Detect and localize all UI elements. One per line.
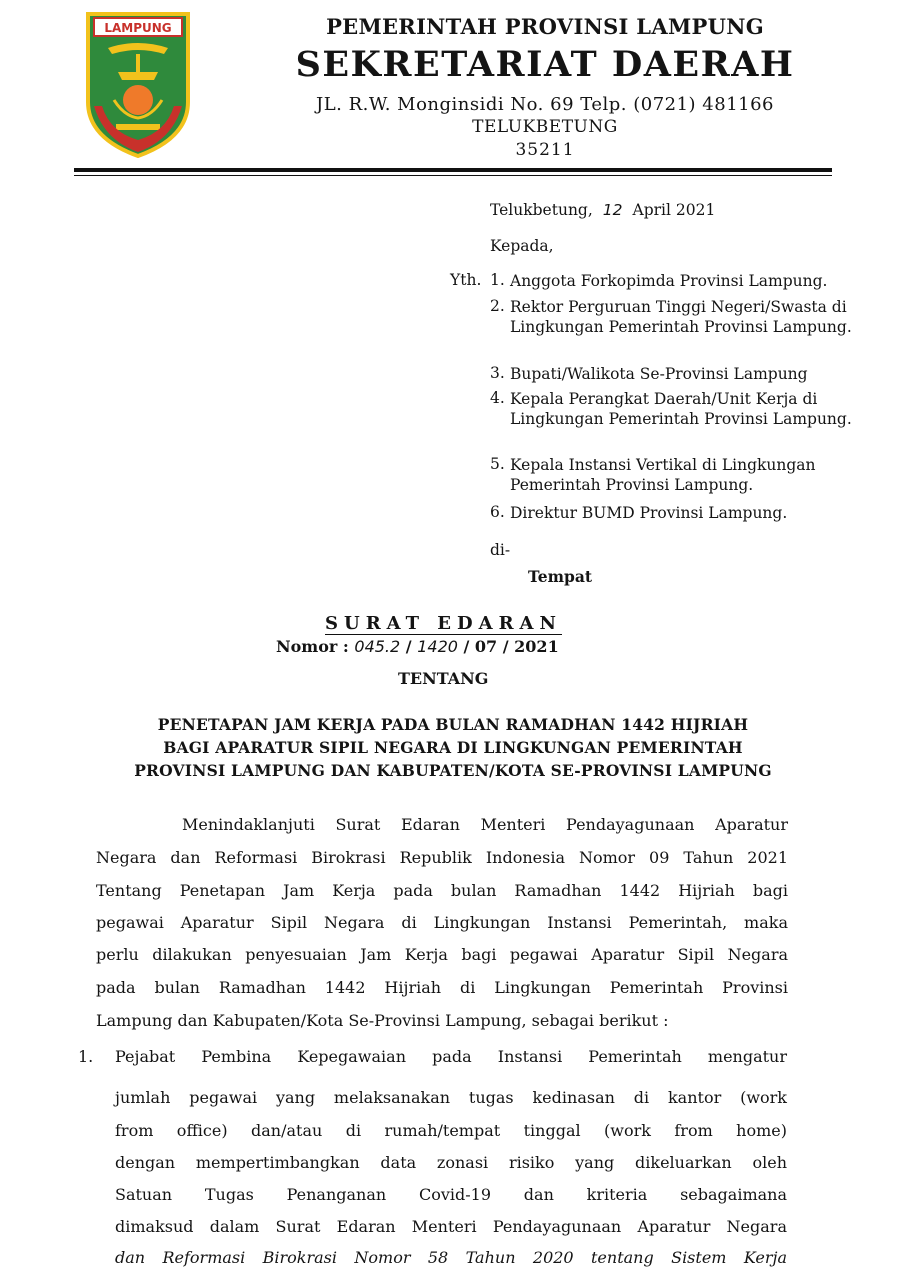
body-paragraph-line: perlu dilakukan penyesuaian Jam Kerja bagi pegawai Aparatur Sipil Negara: [96, 945, 788, 964]
recipient-text: Kepala Perangkat Daerah/Unit Kerja di Lingkungan Pemerintah Provinsi Lampung.: [510, 390, 852, 428]
recipient-di: di-: [490, 541, 511, 559]
recipient-number: 3.: [490, 364, 505, 382]
body-paragraph-line: Menindaklanjuti Surat Edaran Menteri Pendayagunaan Aparatur: [182, 815, 788, 834]
circular-number: Nomor : 045.2 / 1420 / 07 / 2021: [276, 637, 559, 656]
circular-number-rest: / 07 / 2021: [463, 637, 559, 656]
body-item-number: 1.: [78, 1047, 94, 1066]
body-item-line: Satuan Tugas Penanganan Covid-19 dan kriteria sebagaimana: [115, 1185, 787, 1204]
body-paragraph-line: pegawai Aparatur Sipil Negara di Lingkungan Instansi Pemerintah, maka: [96, 913, 788, 932]
letterhead-divider-thin: [74, 175, 832, 176]
body-item-line: jumlah pegawai yang melaksanakan tugas kedinasan di kantor (work: [115, 1088, 787, 1107]
recipient-text: Rektor Perguruan Tinggi Negeri/Swasta di Lingkungan Pemerintah Provinsi Lampung.: [510, 298, 852, 336]
circular-tentang: TENTANG: [398, 669, 489, 688]
date-place: Telukbetung,: [490, 201, 593, 219]
letterhead-government: PEMERINTAH PROVINSI LAMPUNG: [326, 14, 764, 39]
recipient-text: Direktur BUMD Provinsi Lampung.: [510, 504, 788, 522]
recipient-text: Anggota Forkopimda Provinsi Lampung.: [510, 272, 828, 290]
recipient-number: 6.: [490, 503, 505, 521]
body-paragraph-line: pada bulan Ramadhan 1442 Hijriah di Lingkungan Pemerintah Provinsi: [96, 978, 788, 997]
recipient-number: 1.: [490, 271, 505, 289]
body-paragraph-line: Negara dan Reformasi Birokrasi Republik Indonesia Nomor 09 Tahun 2021: [96, 848, 788, 867]
recipient-greeting: Kepada,: [490, 237, 554, 255]
date-day-handwritten: 12: [602, 201, 623, 219]
circular-title: SURAT EDARAN: [325, 613, 562, 634]
recipient-text: Bupati/Walikota Se-Provinsi Lampung: [510, 365, 808, 383]
recipient-number: 5.: [490, 455, 505, 473]
body-paragraph-line: Lampung dan Kabupaten/Kota Se-Provinsi Lampung, sebagai berikut :: [96, 1011, 669, 1030]
body-item-line: from office) dan/atau di rumah/tempat tinggal (work from home): [115, 1121, 787, 1140]
logo-text: LAMPUNG: [104, 21, 172, 35]
recipient-tempat: Tempat: [528, 567, 593, 586]
letterhead-address: JL. R.W. Monginsidi No. 69 Telp. (0721) 481166: [315, 94, 775, 115]
date-month-year: April 2021: [632, 201, 716, 219]
circular-number-handwritten-2: 1420: [417, 637, 458, 656]
circular-subject-line: PROVINSI LAMPUNG DAN KABUPATEN/KOTA SE-PROVINSI LAMPUNG: [134, 761, 772, 780]
lampung-emblem-logo: [84, 10, 192, 158]
letterhead-office: SEKRETARIAT DAERAH: [295, 44, 795, 85]
letterhead-postal-code: 35211: [515, 140, 575, 160]
recipient-number: 4.: [490, 389, 505, 407]
body-item-line: dimaksud dalam Surat Edaran Menteri Pendayagunaan Aparatur Negara: [115, 1217, 787, 1236]
body-item-line: dan Reformasi Birokrasi Nomor 58 Tahun 2020 tentang Sistem Kerja: [115, 1248, 787, 1267]
circular-subject-line: BAGI APARATUR SIPIL NEGARA DI LINGKUNGAN PEMERINTAH: [163, 738, 743, 757]
letter-date: [490, 201, 715, 219]
body-item-line: Pejabat Pembina Kepegawaian pada Instansi Pemerintah mengatur: [115, 1047, 787, 1066]
body-item-line: dengan mempertimbangkan data zonasi risiko yang dikeluarkan oleh: [115, 1153, 787, 1172]
circular-number-label: Nomor :: [276, 637, 349, 656]
body-paragraph-line: Tentang Penetapan Jam Kerja pada bulan Ramadhan 1442 Hijriah bagi: [96, 881, 788, 900]
circular-number-handwritten-1: 045.2: [354, 637, 401, 656]
letterhead-city: TELUKBETUNG: [472, 117, 618, 137]
letterhead-divider-thick: [74, 168, 832, 172]
recipient-yth: Yth.: [450, 271, 482, 289]
circular-subject-line: PENETAPAN JAM KERJA PADA BULAN RAMADHAN 1442 HIJRIAH: [157, 715, 749, 734]
recipient-number: 2.: [490, 297, 505, 315]
recipient-text: Kepala Instansi Vertikal di Lingkungan Pemerintah Provinsi Lampung.: [510, 456, 816, 494]
